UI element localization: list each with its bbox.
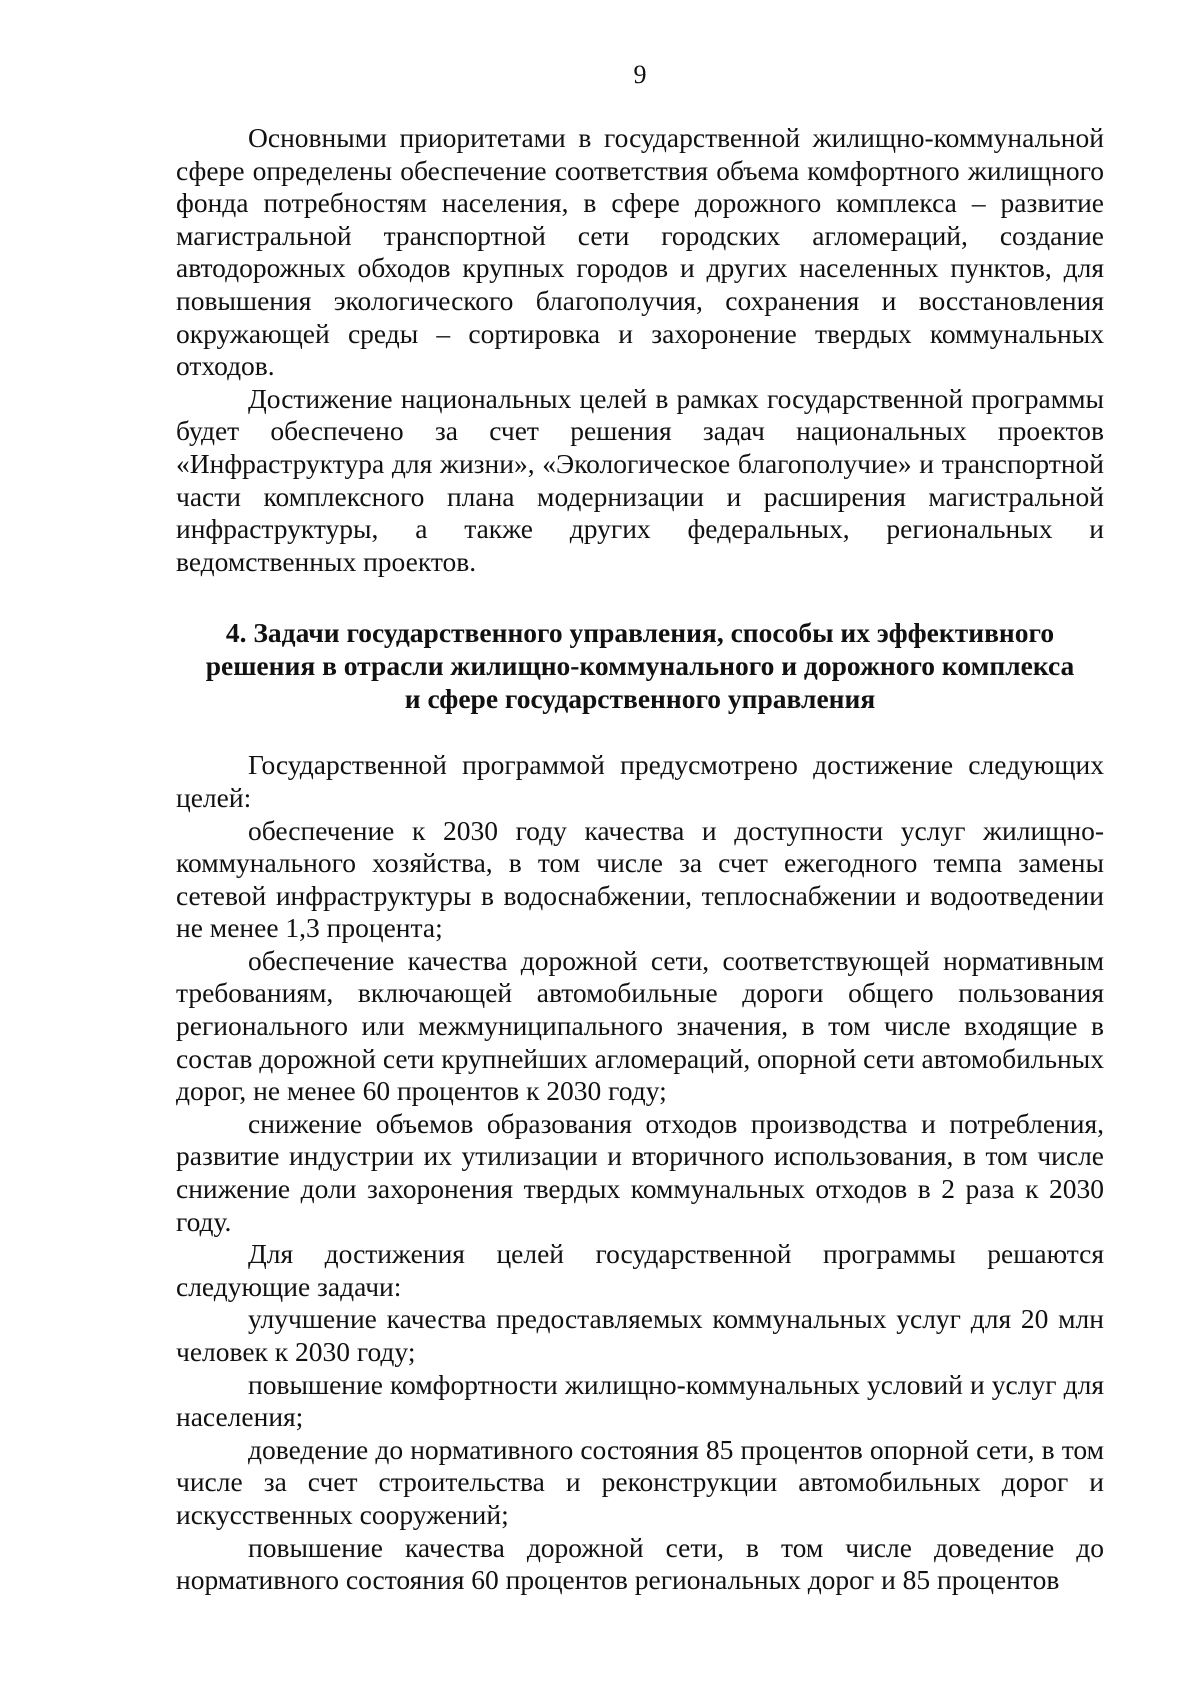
paragraph-goals-intro: Государственной программой предусмотрено достижение следующих целей: [176, 749, 1104, 813]
page-number: 9 [633, 60, 647, 89]
paragraph-task-road-quality: повышение качества дорожной сети, в том числе доведение до нормативного состояния 60 процентов региональных дорог и 85 процентов [176, 1531, 1104, 1596]
paragraph-task-backbone-network: доведение до нормативного состояния 85 процентов опорной сети, в том числе за счет строительства и реконструкции автомобильных дорог и искусственных сооружений; [176, 1433, 1104, 1530]
paragraph-national-goals: Достижение национальных целей в рамках государственной программы будет обеспечено за счет решения задач национальных проектов «Инфраструктура для жизни», «Экологическое благополучие» и транспортной части комплексного плана модернизации и расширения магистральной инфраструктуры, а также других федеральных, региональных и ведомственных проектов. [176, 382, 1104, 577]
paragraph-tasks-intro: Для достижения целей государственной программы решаются следующие задачи: [176, 1238, 1104, 1302]
paragraph-task-comfort: повышение комфортности жилищно-коммунальных условий и услуг для населения; [176, 1368, 1104, 1433]
section-heading-line: 4. Задачи государственного управления, способы их эффективного [225, 617, 1055, 649]
document-body [176, 122, 1104, 1597]
section-heading-line: и сфере государственного управления [404, 683, 876, 715]
section-heading [176, 616, 1104, 715]
paragraph-task-services: улучшение качества предоставляемых коммунальных услуг для 20 млн человек к 2030 году; [176, 1303, 1104, 1367]
paragraph-goal-utilities: обеспечение к 2030 году качества и доступности услуг жилищно-коммунального хозяйства, в том числе за счет ежегодного темпа замены сетевой инфраструктуры в водоснабжении, теплоснабжении и водоотведении не менее 1,3 процента; [176, 814, 1104, 944]
paragraph-goal-roads: обеспечение качества дорожной сети, соответствующей нормативным требованиям, включающей автомобильные дороги общего пользования регионального или межмуниципального значения, в том числе входящие в состав дорожной сети крупнейших агломераций, опорной сети автомобильных дорог, не менее 60 процентов к 2030 году; [176, 944, 1104, 1107]
paragraph-goal-waste: снижение объемов образования отходов производства и потребления, развитие индустрии их утилизации и вторичного использования, в том числе снижение доли захоронения твердых коммунальных отходов в 2 раза к 2030 году. [176, 1107, 1104, 1237]
paragraph-priorities: Основными приоритетами в государственной жилищно-коммунальной сфере определены обеспечение соответствия объема комфортного жилищного фонда потребностям населения, в сфере дорожного комплекса – развитие магистральной транспортной сети городских агломераций, создание автодорожных обходов крупных городов и других населенных пунктов, для повышения экологического благополучия, сохранения и восстановления окружающей среды – сортировка и захоронение твердых коммунальных отходов. [176, 122, 1104, 382]
section-heading-line: решения в отрасли жилищно-коммунального и дорожного комплекса [205, 650, 1075, 682]
